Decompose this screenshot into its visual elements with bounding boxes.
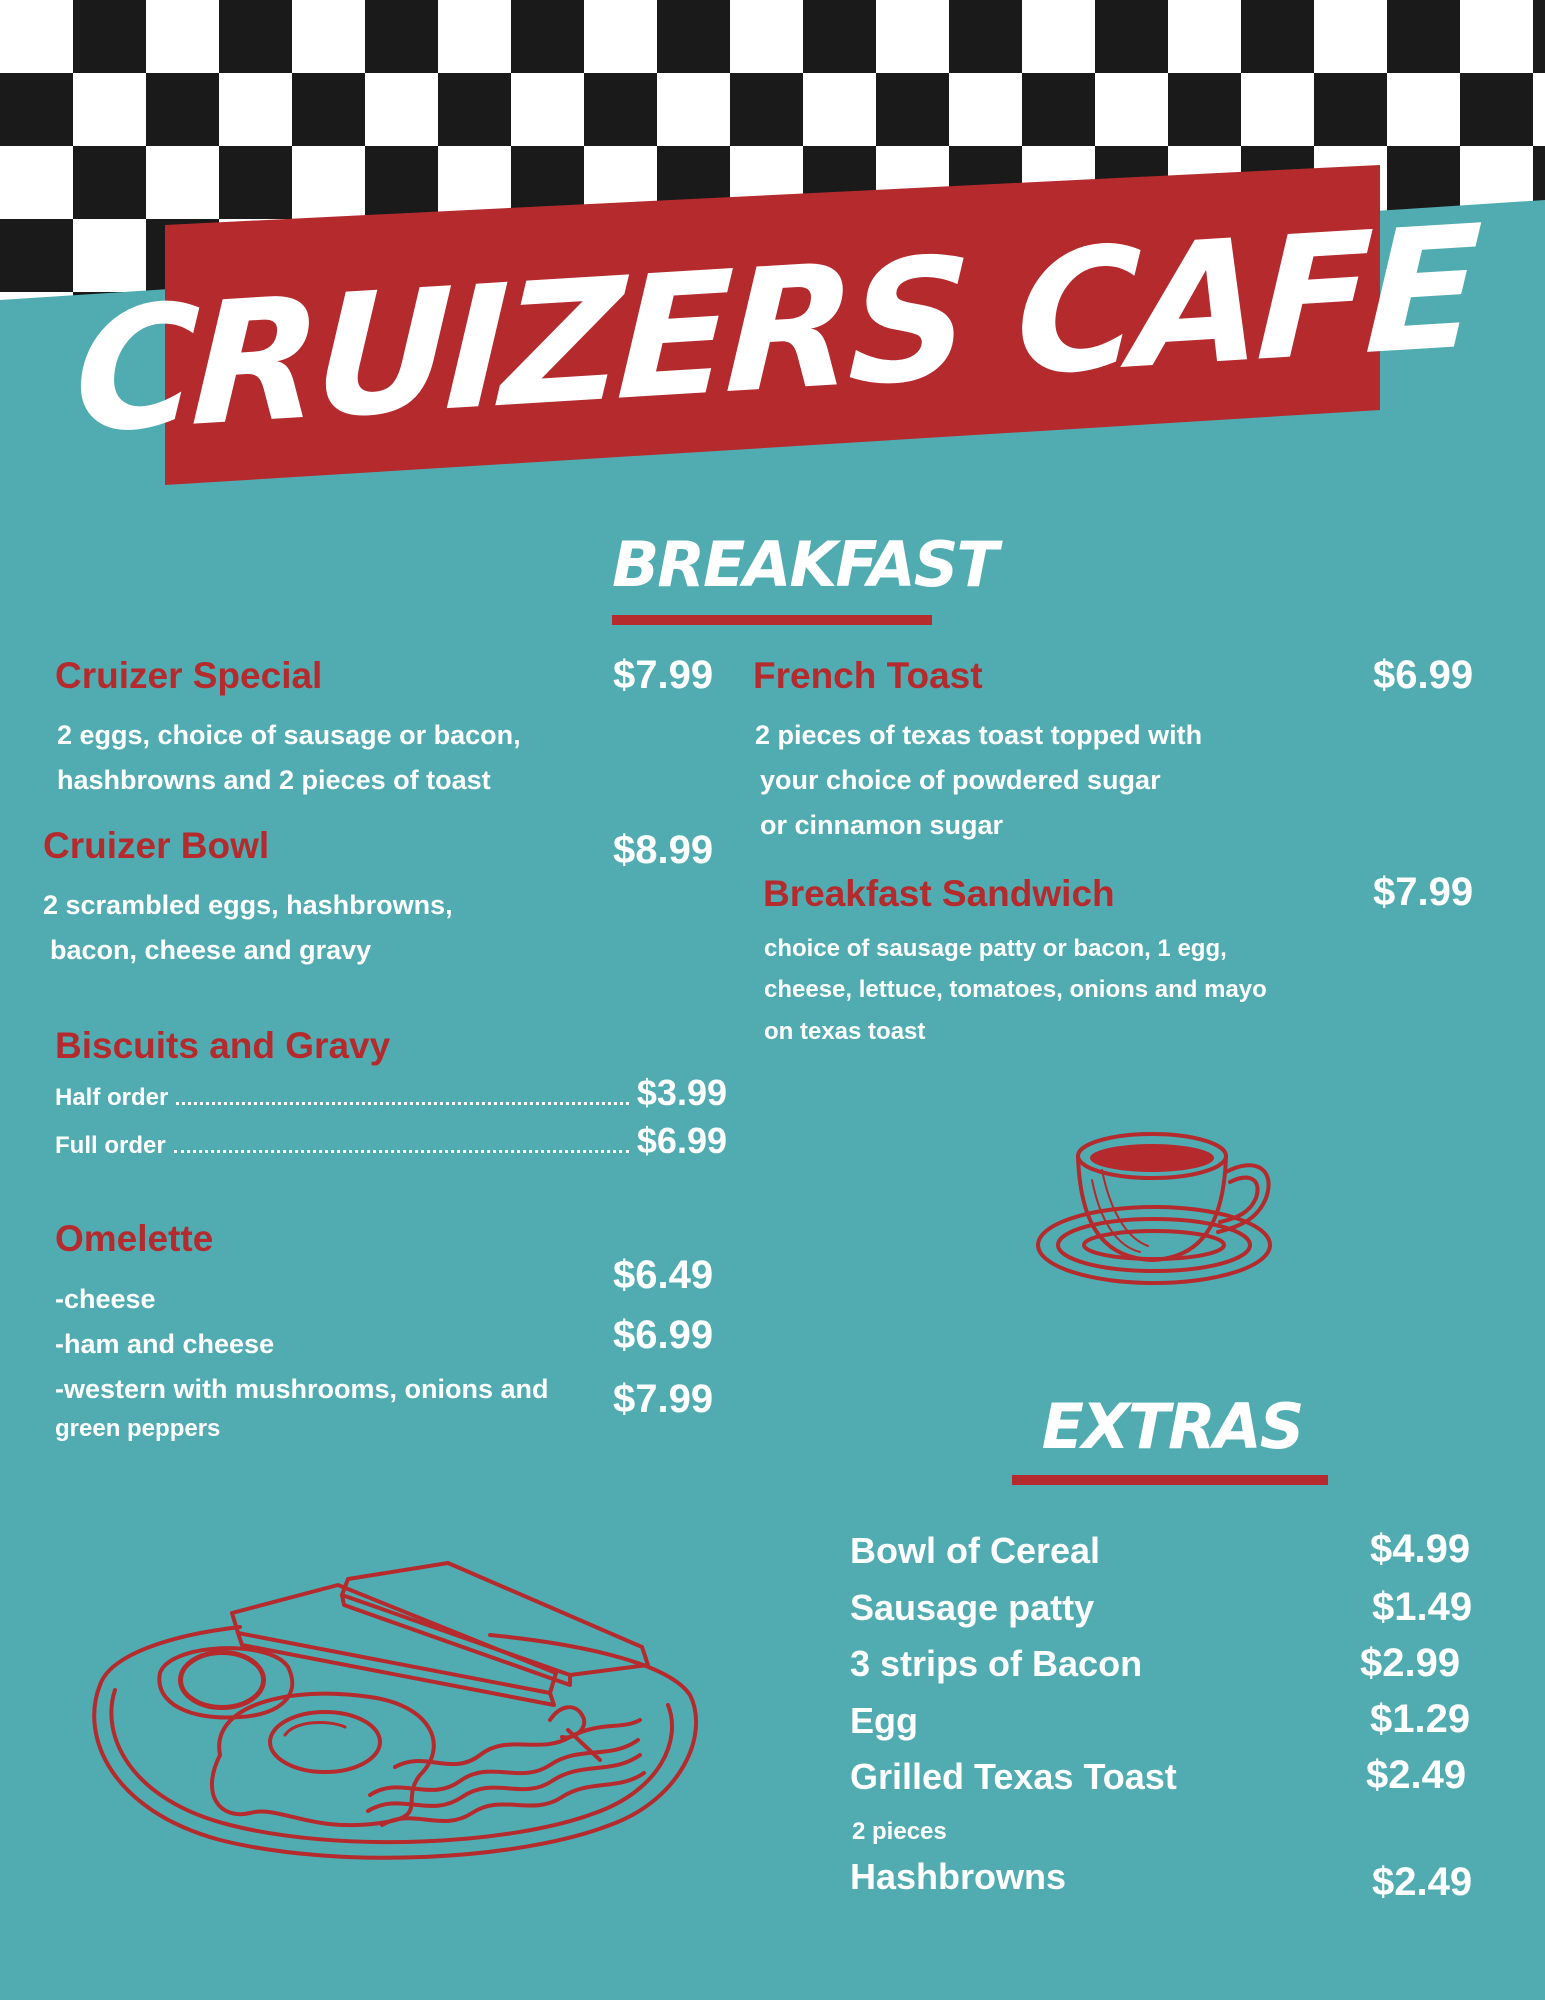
page-title: CRUIZERS CAFE bbox=[71, 188, 1479, 472]
extra-hashbrowns-price: $2.49 bbox=[1372, 1860, 1473, 1904]
biscuits-full-row bbox=[55, 1120, 727, 1162]
breakfast-sandwich-desc-1: choice of sausage patty or bacon, 1 egg, bbox=[764, 935, 1227, 962]
cruizer-bowl-name: Cruizer Bowl bbox=[43, 825, 270, 866]
extra-bacon-price: $2.99 bbox=[1360, 1641, 1461, 1685]
extra-toast-price: $2.49 bbox=[1366, 1753, 1467, 1797]
cruizer-bowl-desc-1: 2 scrambled eggs, hashbrowns, bbox=[43, 890, 453, 920]
french-toast-name: French Toast bbox=[753, 655, 983, 696]
extra-toast-name: Grilled Texas Toast bbox=[850, 1756, 1177, 1797]
biscuits-half-row bbox=[55, 1072, 727, 1114]
extra-bacon-name: 3 strips of Bacon bbox=[850, 1643, 1143, 1684]
extra-egg-price: $1.29 bbox=[1370, 1697, 1471, 1741]
omelette-option-2: -ham and cheese bbox=[55, 1329, 275, 1359]
breakfast-sandwich-desc-2: cheese, lettuce, tomatoes, onions and mayo bbox=[764, 976, 1267, 1003]
cruizer-bowl-desc-2: bacon, cheese and gravy bbox=[50, 935, 372, 965]
breakfast-sandwich-price: $7.99 bbox=[1373, 870, 1474, 914]
coffee-cup-icon bbox=[1030, 1120, 1290, 1300]
extra-cereal-price: $4.99 bbox=[1370, 1527, 1471, 1571]
leader-dots bbox=[176, 1102, 629, 1105]
breakfast-plate-icon bbox=[70, 1555, 710, 1865]
extra-sausage-price: $1.49 bbox=[1372, 1585, 1473, 1629]
french-toast-desc-2: your choice of powdered sugar bbox=[760, 765, 1161, 795]
leader-dots bbox=[174, 1150, 629, 1153]
extra-egg-name: Egg bbox=[850, 1700, 918, 1741]
omelette-option-3a: -western with mushrooms, onions and bbox=[55, 1374, 549, 1404]
extra-hashbrowns-name: Hashbrowns bbox=[850, 1856, 1067, 1897]
extras-heading: EXTRAS bbox=[1041, 1390, 1303, 1463]
cruizer-special-desc-2: hashbrowns and 2 pieces of toast bbox=[57, 765, 491, 795]
french-toast-desc-1: 2 pieces of texas toast topped with bbox=[755, 720, 1203, 750]
breakfast-heading: BREAKFAST bbox=[612, 528, 997, 601]
breakfast-sandwich-desc-3: on texas toast bbox=[764, 1018, 926, 1045]
breakfast-sandwich-name: Breakfast Sandwich bbox=[763, 873, 1115, 914]
cruizer-bowl-price: $8.99 bbox=[613, 828, 714, 872]
biscuits-gravy-name: Biscuits and Gravy bbox=[55, 1025, 391, 1066]
extra-toast-note: 2 pieces bbox=[852, 1818, 947, 1845]
omelette-name: Omelette bbox=[55, 1218, 214, 1259]
omelette-price-2: $6.99 bbox=[613, 1313, 714, 1357]
biscuits-half-label: Half order bbox=[55, 1084, 169, 1111]
french-toast-desc-3: or cinnamon sugar bbox=[760, 810, 1004, 840]
cruizer-special-desc-1: 2 eggs, choice of sausage or bacon, bbox=[57, 720, 521, 750]
omelette-price-3: $7.99 bbox=[613, 1377, 714, 1421]
biscuits-half-price: $3.99 bbox=[636, 1072, 727, 1113]
breakfast-underline bbox=[612, 615, 932, 625]
extras-underline bbox=[1012, 1475, 1328, 1485]
biscuits-full-label: Full order bbox=[55, 1132, 166, 1159]
cruizer-special-name: Cruizer Special bbox=[55, 655, 323, 696]
omelette-option-1: -cheese bbox=[55, 1284, 156, 1314]
omelette-option-3b: green peppers bbox=[55, 1415, 221, 1442]
biscuits-full-price: $6.99 bbox=[636, 1120, 727, 1161]
french-toast-price: $6.99 bbox=[1373, 653, 1474, 697]
cruizer-special-price: $7.99 bbox=[613, 653, 714, 697]
extra-sausage-name: Sausage patty bbox=[850, 1587, 1095, 1628]
omelette-price-1: $6.49 bbox=[613, 1253, 714, 1297]
extra-cereal-name: Bowl of Cereal bbox=[850, 1530, 1101, 1571]
